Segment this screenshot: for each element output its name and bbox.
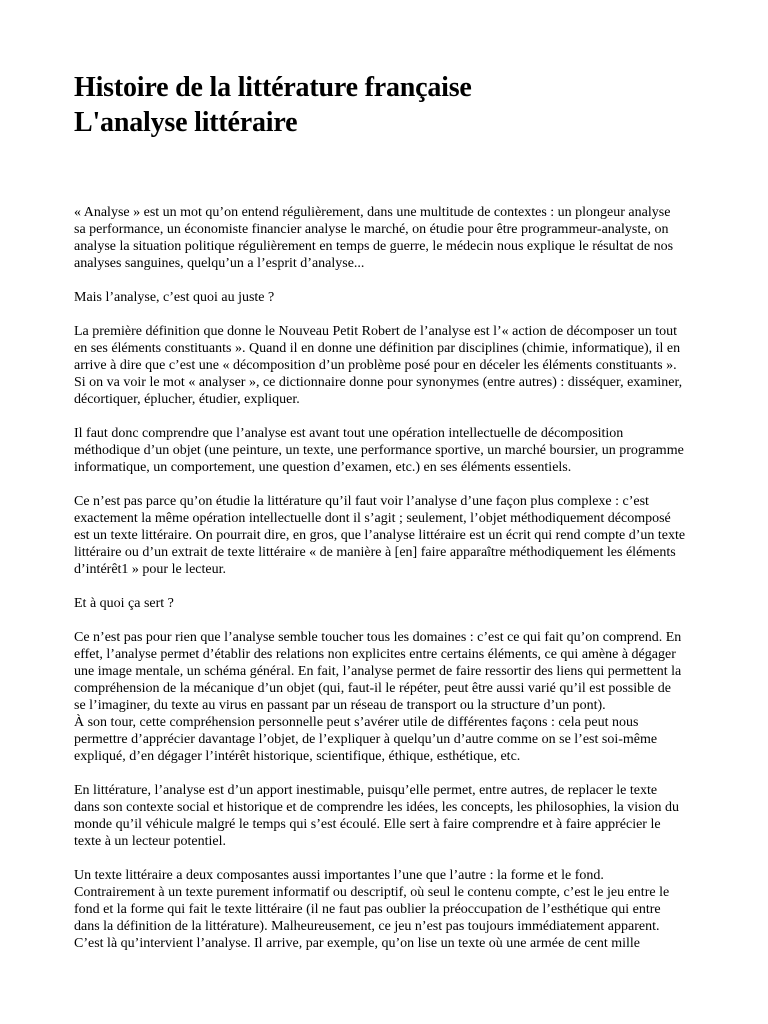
text-line: Mais l’analyse, c’est quoi au juste ? [74, 290, 275, 305]
text-line: méthodique d’un objet (une peinture, un texte, une performance sportive, un marché boursier, un programme [74, 443, 684, 458]
body-text [74, 204, 754, 969]
paragraph [74, 493, 754, 578]
text-line: d’intérêt1 » pour le lecteur. [74, 562, 226, 577]
text-line: Ce n’est pas pour rien que l’analyse semble toucher tous les domaines : c’est ce qui fait qu’on comprend. En [74, 630, 682, 645]
paragraph [74, 629, 754, 765]
text-line: permettre d’apprécier davantage l’objet, de l’expliquer à quelqu’un d’autre comme on se l’est soi-même [74, 732, 658, 747]
text-line: dans la définition de la littérature). Malheureusement, ce jeu n’est pas toujours immédiatement apparent. [74, 919, 660, 934]
text-line: se l’imaginer, du texte au virus en passant par un réseau de transport ou la structure d’un pont). [74, 698, 606, 713]
text-line: Il faut donc comprendre que l’analyse est avant tout une opération intellectuelle de décomposition [74, 426, 624, 441]
text-line: texte à un lecteur potentiel. [74, 834, 226, 849]
paragraph [74, 867, 754, 952]
page-title [74, 70, 472, 140]
text-line: informatique, un comportement, une question d’examen, etc.) en ses éléments essentiels. [74, 460, 572, 475]
paragraph [74, 323, 754, 408]
text-line: expliqué, d’en dégager l’intérêt historique, scientifique, éthique, esthétique, etc. [74, 749, 521, 764]
text-line: compréhension de la mécanique d’un objet (qui, faut-il le répéter, peut être aussi varié qu’il est possible de [74, 681, 671, 696]
paragraph [74, 289, 754, 306]
text-line: une image mentale, un schéma général. En fait, l’analyse permet de faire ressortir des liens qui permettent la [74, 664, 682, 679]
title-line-2: L'analyse littéraire [74, 107, 298, 138]
text-line: À son tour, cette compréhension personnelle peut s’avérer utile de différentes façons : cela peut nous [74, 715, 639, 730]
text-line: Si on va voir le mot « analyser », ce dictionnaire donne pour synonymes (entre autres) : disséquer, examiner, [74, 375, 683, 390]
paragraph [74, 595, 754, 612]
text-line: littéraire ou d’un extrait de texte littéraire « de manière à [en] faire apparaître méthodiquement les éléments [74, 545, 676, 560]
text-line: Et à quoi ça sert ? [74, 596, 174, 611]
text-line: sa performance, un économiste financier analyse le marché, on étudie pour être programmeur-analyste, on [74, 222, 669, 237]
text-line: En littérature, l’analyse est d’un apport inestimable, puisqu’elle permet, entre autres, de replacer le texte [74, 783, 658, 798]
paragraph [74, 425, 754, 476]
text-line: dans son contexte social et historique et de comprendre les idées, les concepts, les philosophies, la vision du [74, 800, 679, 815]
paragraph [74, 782, 754, 850]
text-line: « Analyse » est un mot qu’on entend régulièrement, dans une multitude de contextes : un plongeur analyse [74, 205, 671, 220]
text-line: effet, l’analyse permet d’établir des relations non explicites entre certains éléments, ce qui amène à dégager [74, 647, 676, 662]
text-line: arrive à dire que c’est une « décomposition d’un problème posé pour en déceler les éléments constituants ». [74, 358, 677, 373]
text-line: La première définition que donne le Nouveau Petit Robert de l’analyse est l’« action de décomposer un tout [74, 324, 677, 339]
text-line: exactement la même opération intellectuelle dont il s’agit ; seulement, l’objet méthodiquement décomposé [74, 511, 671, 526]
text-line: Un texte littéraire a deux composantes aussi importantes l’une que l’autre : la forme et le fond. [74, 868, 604, 883]
text-line: analyse la situation politique régulièrement en temps de guerre, le médecin nous explique le résultat de nos [74, 239, 674, 254]
text-line: décortiquer, éplucher, étudier, expliquer. [74, 392, 300, 407]
text-line: C’est là qu’intervient l’analyse. Il arrive, par exemple, qu’on lise un texte où une armée de cent mille [74, 936, 641, 951]
text-line: analyses sanguines, quelqu’un a l’esprit d’analyse... [74, 256, 365, 271]
text-line: en ses éléments constituants ». Quand il en donne une définition par disciplines (chimie, informatique), il en [74, 341, 681, 356]
paragraph [74, 204, 754, 272]
text-line: monde qu’il véhicule malgré le temps qui s’est écoulé. Elle sert à faire comprendre et à faire apprécier le [74, 817, 661, 832]
text-line: est un texte littéraire. On pourrait dire, en gros, que l’analyse littéraire est un écrit qui rend compte d’un texte [74, 528, 686, 543]
title-line-1: Histoire de la littérature française [74, 72, 472, 103]
text-line: fond et la forme qui fait le texte littéraire (il ne faut pas oublier la préoccupation de l’esthétique qui entre [74, 902, 661, 917]
text-line: Ce n’est pas parce qu’on étudie la littérature qu’il faut voir l’analyse d’une façon plus complexe : c’est [74, 494, 649, 509]
text-line: Contrairement à un texte purement informatif ou descriptif, où seul le contenu compte, c’est le jeu entre le [74, 885, 670, 900]
